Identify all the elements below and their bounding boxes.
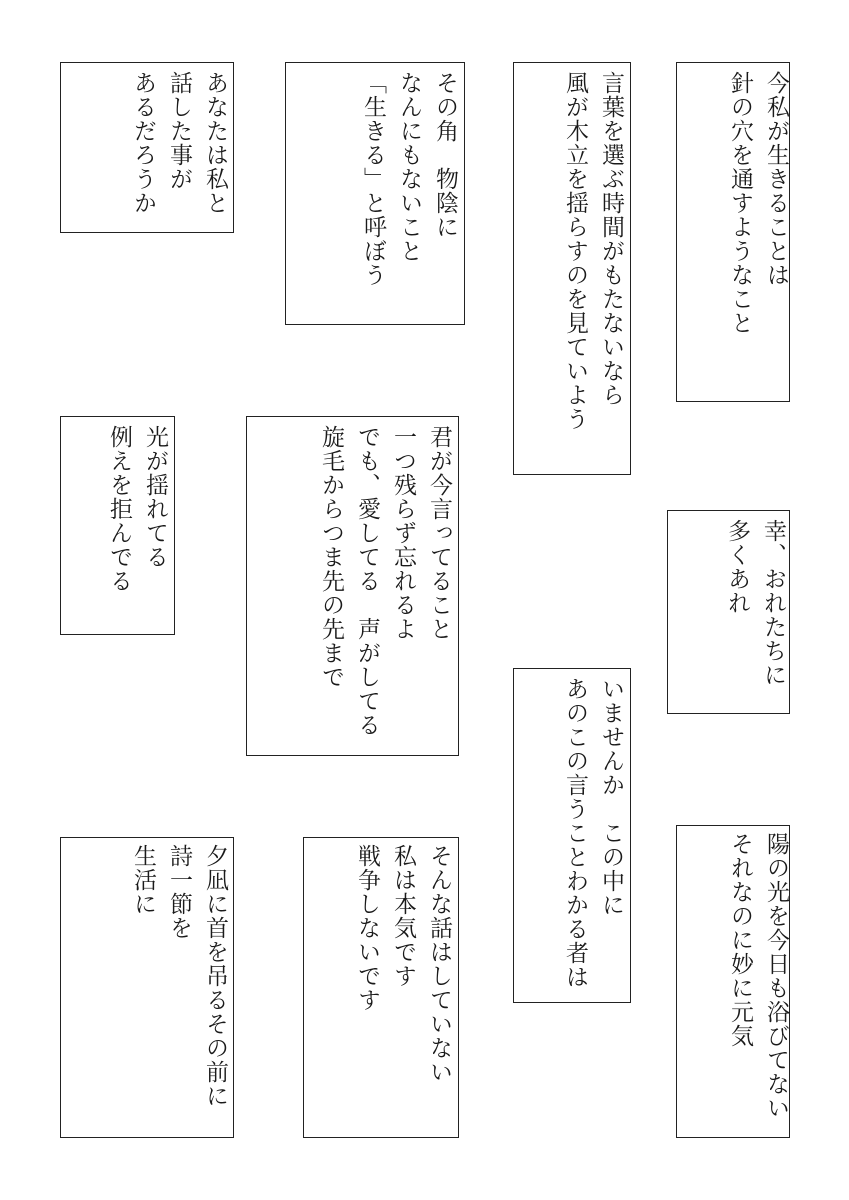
poem-line: それなのに妙に元気 xyxy=(727,832,753,1048)
poem-box xyxy=(60,416,175,635)
poem-line: あのこの言うことわかる者は xyxy=(562,677,588,989)
poem-box xyxy=(676,825,790,1138)
poem-box xyxy=(246,416,459,756)
poem-line: あなたは私と xyxy=(202,71,228,215)
poem-line: そんな話はしていない xyxy=(426,844,452,1084)
poem-line: その角 物陰に xyxy=(432,71,458,239)
poem-line: 風が木立を揺らすのを見ていよう xyxy=(562,71,588,431)
poem-line: あるだろうか xyxy=(130,71,156,215)
poem-line: 一つ残らず忘れるよ xyxy=(390,425,416,641)
poem-line: 今私が生きることは xyxy=(763,71,789,287)
poem-box xyxy=(676,62,790,402)
poem-line: 夕凪に首を吊るその前に xyxy=(202,844,228,1108)
poem-line: なんにもないこと xyxy=(396,71,422,263)
poem-line: 詩一節を xyxy=(166,844,192,940)
poem-box xyxy=(303,837,459,1138)
poem-line: 君が今言ってること xyxy=(426,425,452,641)
poem-line: 生活に xyxy=(130,844,156,916)
poem-box xyxy=(285,62,465,325)
poem-box xyxy=(667,510,790,714)
poem-line: 言葉を選ぶ時間がもたないなら xyxy=(598,71,624,407)
poem-line: いませんか この中に xyxy=(598,677,624,917)
poem-line: 針の穴を通すようなこと xyxy=(727,71,753,335)
poem-box xyxy=(60,62,234,233)
poem-line: 光が揺れてる xyxy=(142,425,168,569)
poem-box xyxy=(513,668,631,1003)
poem-box xyxy=(60,837,234,1138)
poem-line: 話した事が xyxy=(166,71,192,191)
poem-line: 「生きる」と呼ぼう xyxy=(360,71,386,287)
poem-line: 例えを拒んでる xyxy=(106,425,132,593)
poem-line: 陽の光を今日も浴びてない xyxy=(763,832,789,1120)
poem-line: 旋毛からつま先の先まで xyxy=(318,425,344,689)
poem-box xyxy=(513,62,631,475)
poem-line: 幸、おれたちに xyxy=(760,519,786,687)
poem-line: 私は本気です xyxy=(390,844,416,988)
poem-line: 戦争しないです xyxy=(354,844,380,1012)
poem-line: 多くあれ xyxy=(724,519,750,615)
poem-line: でも、愛してる 声がしてる xyxy=(354,425,380,737)
